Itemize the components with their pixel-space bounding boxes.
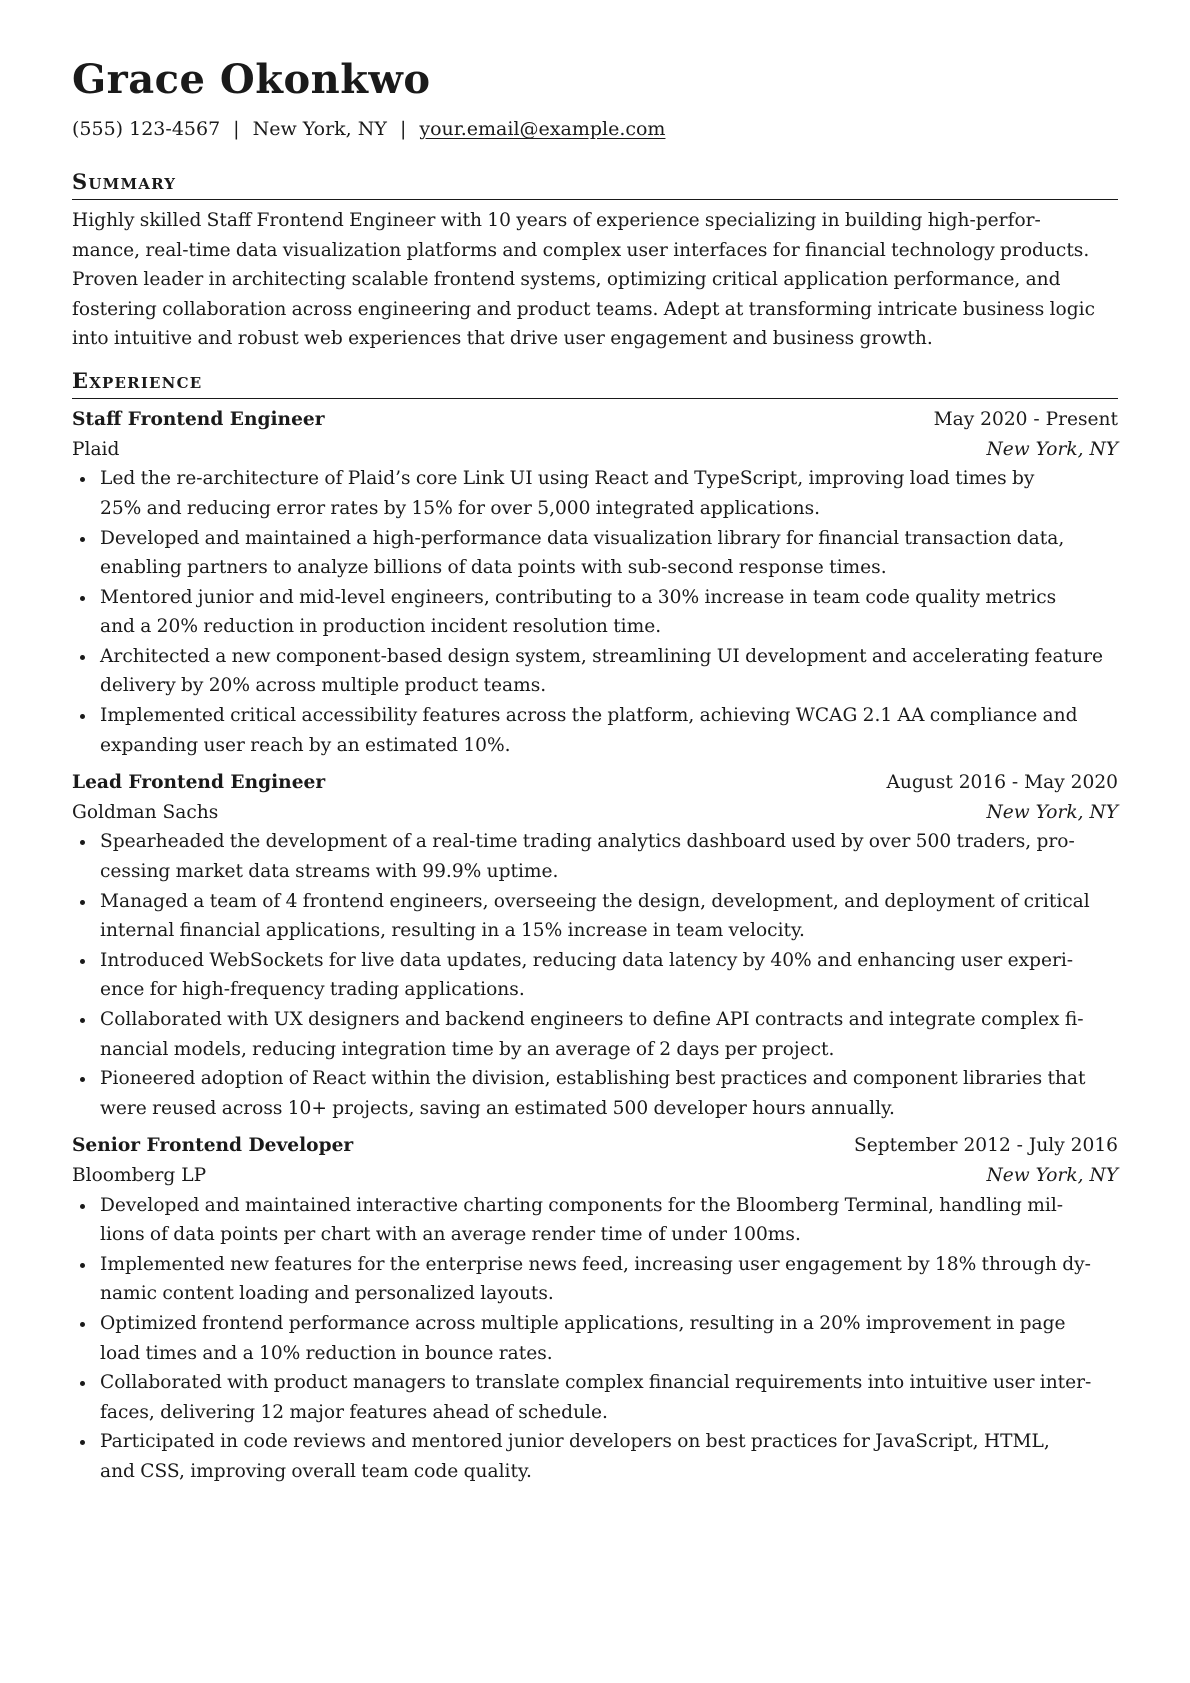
job-location: New York, NY <box>986 1164 1118 1186</box>
email-link[interactable]: your.email@example.com <box>419 118 666 140</box>
job-company: Goldman Sachs <box>72 801 219 823</box>
summary-line: Proven leader in architecting scalable frontend systems, optimizing critical application performance, and <box>72 269 1061 291</box>
bullet-line: Collaborated with product managers to translate complex financial requirements into intuitive user inter- <box>100 1372 1092 1394</box>
job-bullet <box>72 464 1118 523</box>
job-bullet <box>72 701 1118 760</box>
bullet-line: lions of data points per chart with an average render time of under 100ms. <box>100 1224 801 1246</box>
bullet-line: cessing market data streams with 99.9% uptime. <box>100 861 559 883</box>
job-dates: May 2020 - Present <box>933 409 1118 431</box>
bullet-line: Optimized frontend performance across multiple applications, resulting in a 20% improvement in page <box>100 1312 1066 1334</box>
bullet-line: nancial models, reducing integration time by an average of 2 days per project. <box>100 1038 835 1060</box>
summary-line: Highly skilled Staff Frontend Engineer with 10 years of experience specializing in building high-perfor- <box>72 209 1041 231</box>
job-bullet <box>72 1250 1118 1309</box>
bullet-line: Pioneered adoption of React within the division, establishing best practices and component libraries that <box>100 1068 1086 1090</box>
job-header-row <box>72 405 1118 435</box>
bullet-line: Developed and maintained interactive charting components for the Bloomberg Terminal, handling mil- <box>100 1194 1064 1216</box>
bullet-line: internal financial applications, resulting in a 15% increase in team velocity. <box>100 920 805 942</box>
job-location: New York, NY <box>986 801 1118 823</box>
bullet-line: enabling partners to analyze billions of data points with sub-second response times. <box>100 557 887 579</box>
job-title: Staff Frontend Engineer <box>72 409 325 431</box>
bullet-line: Managed a team of 4 frontend engineers, overseeing the design, development, and deployment of critical <box>100 890 1090 912</box>
job-company: Plaid <box>72 438 120 460</box>
bullet-line: Introduced WebSockets for live data updates, reducing data latency by 40% and enhancing user experi- <box>100 949 1074 971</box>
bullet-line: load times and a 10% reduction in bounce rates. <box>100 1342 553 1364</box>
contact-line <box>72 118 1118 141</box>
summary-section <box>72 169 1118 354</box>
summary-heading: Summary <box>72 169 1118 200</box>
summary-line: fostering collaboration across engineering and product teams. Adept at transforming intricate business logic <box>72 298 1096 320</box>
job-company-row <box>72 1161 1118 1191</box>
bullet-line: Participated in code reviews and mentored junior developers on best practices for JavaScript, HTML, <box>100 1431 1050 1453</box>
summary-paragraph <box>72 206 1118 354</box>
bullet-line: Architected a new component-based design system, streamlining UI development and accelerating feature <box>100 645 1103 667</box>
job-header-row <box>72 768 1118 798</box>
job-dates: August 2016 - May 2020 <box>886 772 1118 794</box>
job-bullet <box>72 1368 1118 1427</box>
job-company-row <box>72 798 1118 828</box>
contact-separator: | <box>399 118 407 140</box>
bullet-line: Implemented critical accessibility features across the platform, achieving WCAG 2.1 AA compliance and <box>100 705 1078 727</box>
bullet-line: and a 20% reduction in production incident resolution time. <box>100 616 662 638</box>
job-entry <box>72 405 1118 760</box>
job-bullet <box>72 887 1118 946</box>
bullet-line: namic content loading and personalized layouts. <box>100 1283 554 1305</box>
bullet-line: ence for high-frequency trading applications. <box>100 979 525 1001</box>
bullet-line: Led the re-architecture of Plaid’s core Link UI using React and TypeScript, improving load times by <box>100 468 1035 490</box>
bullet-line: delivery by 20% across multiple product teams. <box>100 675 547 697</box>
bullet-line: 25% and reducing error rates by 15% for over 5,000 integrated applications. <box>100 497 821 519</box>
experience-section <box>72 368 1118 1487</box>
bullet-line: were reused across 10+ projects, saving an estimated 500 developer hours annually. <box>100 1097 895 1119</box>
job-bullet-list <box>72 464 1118 760</box>
job-bullet <box>72 1064 1118 1123</box>
job-bullet <box>72 1427 1118 1486</box>
job-bullet <box>72 583 1118 642</box>
job-title: Senior Frontend Developer <box>72 1135 354 1157</box>
job-bullet <box>72 1309 1118 1368</box>
job-bullet <box>72 827 1118 886</box>
bullet-line: Spearheaded the development of a real-time trading analytics dashboard used by over 500 traders, pro- <box>100 831 1075 853</box>
job-title: Lead Frontend Engineer <box>72 772 326 794</box>
phone-number: (555) 123-4567 <box>72 118 221 140</box>
experience-heading: Experience <box>72 368 1118 399</box>
bullet-line: and CSS, improving overall team code quality. <box>100 1460 532 1482</box>
job-bullet-list <box>72 827 1118 1123</box>
job-company: Bloomberg LP <box>72 1164 207 1186</box>
contact-separator: | <box>233 118 240 140</box>
job-bullet <box>72 1005 1118 1064</box>
job-bullet <box>72 524 1118 583</box>
job-bullet-list <box>72 1191 1118 1487</box>
job-entry <box>72 1131 1118 1486</box>
job-dates: September 2012 - July 2016 <box>854 1135 1118 1157</box>
job-location: New York, NY <box>986 438 1118 460</box>
bullet-line: expanding user reach by an estimated 10%. <box>100 734 511 756</box>
bullet-line: Collaborated with UX designers and backend engineers to define API contracts and integrate complex fi- <box>100 1009 1084 1031</box>
job-bullet <box>72 946 1118 1005</box>
summary-line: mance, real-time data visualization platforms and complex user interfaces for financial technology products. <box>72 239 1090 261</box>
job-company-row <box>72 435 1118 465</box>
candidate-name: Grace Okonkwo <box>72 56 431 103</box>
bullet-line: Mentored junior and mid-level engineers, contributing to a 30% increase in team code quality metrics <box>100 586 1057 608</box>
bullet-line: faces, delivering 12 major features ahead of schedule. <box>100 1401 608 1423</box>
contact-location: New York, NY <box>252 118 387 140</box>
job-entry <box>72 768 1118 1123</box>
bullet-line: Developed and maintained a high-performance data visualization library for financial transaction data, <box>100 527 1065 549</box>
job-bullet <box>72 1191 1118 1250</box>
summary-line: into intuitive and robust web experiences that drive user engagement and business growth. <box>72 328 933 350</box>
job-bullet <box>72 642 1118 701</box>
bullet-line: Implemented new features for the enterprise news feed, increasing user engagement by 18% through dy- <box>100 1253 1091 1275</box>
job-header-row <box>72 1131 1118 1161</box>
